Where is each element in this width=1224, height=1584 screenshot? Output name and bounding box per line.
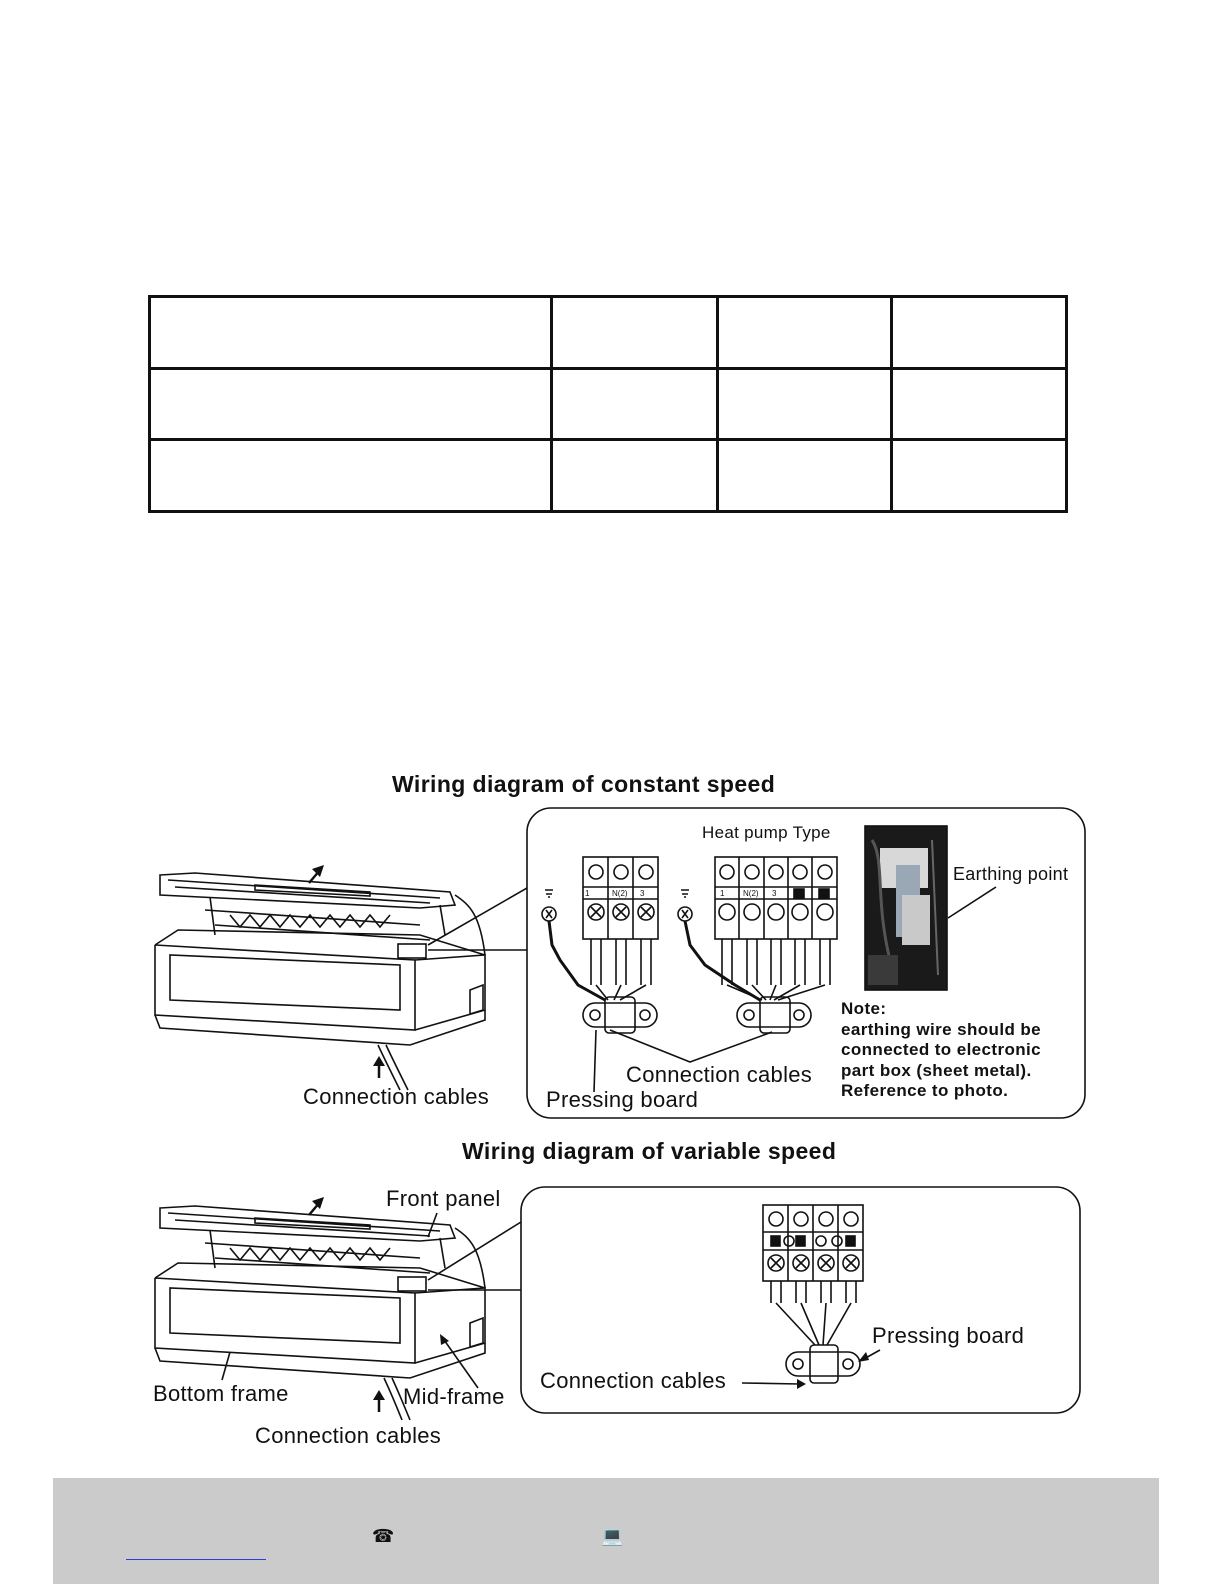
front-panel-label: Front panel xyxy=(386,1186,501,1211)
earthing-photo xyxy=(865,826,947,990)
terminal-label: 1 xyxy=(720,889,725,898)
pressing-board-label: Pressing board xyxy=(872,1323,1025,1348)
terminal-label: N(2) xyxy=(743,889,759,898)
terminal-block-variable xyxy=(763,1205,863,1383)
mid-frame-leader xyxy=(442,1337,478,1388)
terminal-label: N(2) xyxy=(612,889,628,898)
earthing-leader xyxy=(948,887,996,918)
diagram-title-constant: Wiring diagram of constant speed xyxy=(392,771,776,797)
inset-leader xyxy=(428,1222,521,1290)
terminal-label: 3 xyxy=(772,889,777,898)
connection-cables-unit-label: Connection cables xyxy=(303,1084,490,1109)
pressing-board-arrowhead xyxy=(858,1352,869,1362)
connection-cables-arrowhead xyxy=(797,1379,806,1389)
computer-icon: 💻 xyxy=(601,1526,624,1547)
terminal-block-left xyxy=(542,857,658,1033)
connection-cables-inset-label: Connection cables xyxy=(626,1062,813,1087)
bottom-frame-label: Bottom frame xyxy=(153,1381,289,1406)
connection-cables-inset-label: Connection cables xyxy=(540,1368,727,1393)
lift-arrowhead xyxy=(312,1197,324,1209)
note-line: Reference to photo. xyxy=(841,1081,1009,1100)
terminal-label: 3 xyxy=(640,889,645,898)
pressing-board-leader xyxy=(594,1030,596,1092)
terminal-label: 1 xyxy=(585,889,590,898)
footer-bar xyxy=(53,1478,1159,1584)
connection-cables-leader xyxy=(742,1383,800,1384)
footer-link[interactable] xyxy=(126,1536,266,1560)
note-title: Note: xyxy=(841,999,887,1018)
diagram-title-variable: Wiring diagram of variable speed xyxy=(462,1138,837,1164)
earthing-point-label: Earthing point xyxy=(953,864,1069,884)
phone-icon: ☎ xyxy=(372,1526,395,1547)
earthing-note xyxy=(841,999,1041,1102)
heat-pump-type-label: Heat pump Type xyxy=(702,823,831,842)
connection-cables-leader xyxy=(610,1030,772,1062)
cable-arrowhead xyxy=(373,1390,385,1400)
pressing-board-label: Pressing board xyxy=(546,1087,699,1112)
lift-arrowhead xyxy=(312,865,324,877)
mid-frame-arrowhead xyxy=(440,1334,449,1345)
mid-frame-label: Mid-frame xyxy=(403,1384,505,1409)
indoor-unit-drawing-constant xyxy=(155,873,485,1090)
connection-cables-unit-label: Connection cables xyxy=(255,1423,442,1448)
terminal-block-right xyxy=(678,857,837,1033)
note-line: part box (sheet metal). xyxy=(841,1060,1032,1080)
note-line: earthing wire should be xyxy=(841,1019,1042,1039)
front-panel-leader xyxy=(428,1213,437,1237)
note-line: connected to electronic xyxy=(841,1040,1042,1059)
